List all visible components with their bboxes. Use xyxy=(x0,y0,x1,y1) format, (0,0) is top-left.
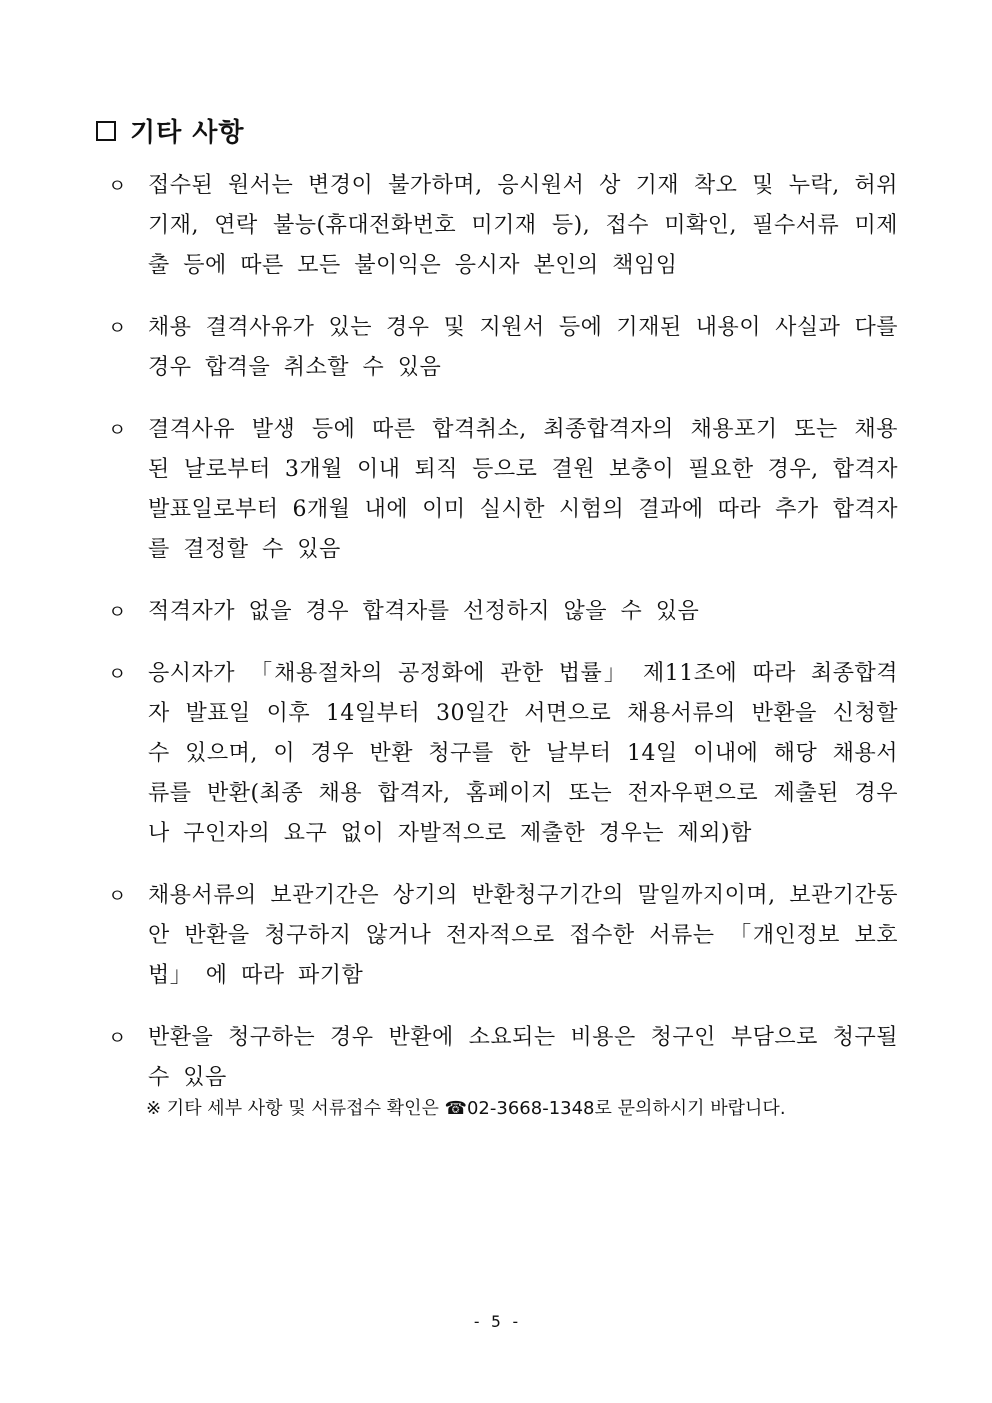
section-heading xyxy=(96,112,245,149)
list-item xyxy=(104,166,898,286)
list-item xyxy=(104,654,898,854)
checkbox-square-icon xyxy=(96,121,116,141)
item-text: 응시자가 「채용절차의 공정화에 관한 법률」 제11조에 따라 최종합격자 발표일 이후 14일부터 30일간 서면으로 채용서류의 반환을 신청할 수 있으며, 이 경우 반환 청구를 한 날부터 14일 이내에 해당 채용서류를 반환(최종 채용 합격자, 홈페이지 또는 전자우편으로 제출된 경우나 구인자의 요구 없이 자발적으로 제출한 경우는 제외)함 xyxy=(148,661,898,846)
list-item xyxy=(104,308,898,388)
bullet-icon: ㅇ xyxy=(108,885,127,907)
section-title: 기타 사항 xyxy=(130,118,245,148)
item-text: 적격자가 없을 경우 합격자를 선정하지 않을 수 있음 xyxy=(148,599,700,624)
item-text: 채용 결격사유가 있는 경우 및 지원서 등에 기재된 내용이 사실과 다를 경우 합격을 취소할 수 있음 xyxy=(148,315,898,380)
page-number: - 5 - xyxy=(471,1312,521,1331)
list-item xyxy=(104,1018,898,1098)
item-text: 채용서류의 보관기간은 상기의 반환청구기간의 말일까지이며, 보관기간동안 반환을 청구하지 않거나 전자적으로 접수한 서류는 「개인정보 보호법」 에 따라 파기함 xyxy=(148,883,898,988)
bullet-icon: ㅇ xyxy=(108,317,127,339)
bullet-icon: ㅇ xyxy=(108,1027,127,1049)
bullet-icon: ㅇ xyxy=(108,663,127,685)
list-item xyxy=(104,592,898,632)
item-text: 결격사유 발생 등에 따른 합격취소, 최종합격자의 채용포기 또는 채용 된 날로부터 3개월 이내 퇴직 등으로 결원 보충이 필요한 경우, 합격자 발표일로부터 6개월 내에 이미 실시한 시험의 결과에 따라 추가 합격자를 결정할 수 있음 xyxy=(148,417,898,562)
bullet-icon: ㅇ xyxy=(108,419,127,441)
list-item xyxy=(104,876,898,996)
bullet-icon: ㅇ xyxy=(108,175,127,197)
list-item xyxy=(104,410,898,570)
item-text: 접수된 원서는 변경이 불가하며, 응시원서 상 기재 착오 및 누락, 허위 기재, 연락 불능(휴대전화번호 미기재 등), 접수 미확인, 필수서류 미제출 등에 따른 모든 불이익은 응시자 본인의 책임임 xyxy=(148,173,898,278)
item-text: 반환을 청구하는 경우 반환에 소요되는 비용은 청구인 부담으로 청구될 수 있음 xyxy=(148,1025,898,1090)
contact-note: ※ 기타 세부 사항 및 서류접수 확인은 ☎02-3668-1348로 문의하시기 바랍니다. xyxy=(146,1098,786,1119)
bullet-icon: ㅇ xyxy=(108,601,127,623)
item-list xyxy=(104,166,898,1120)
